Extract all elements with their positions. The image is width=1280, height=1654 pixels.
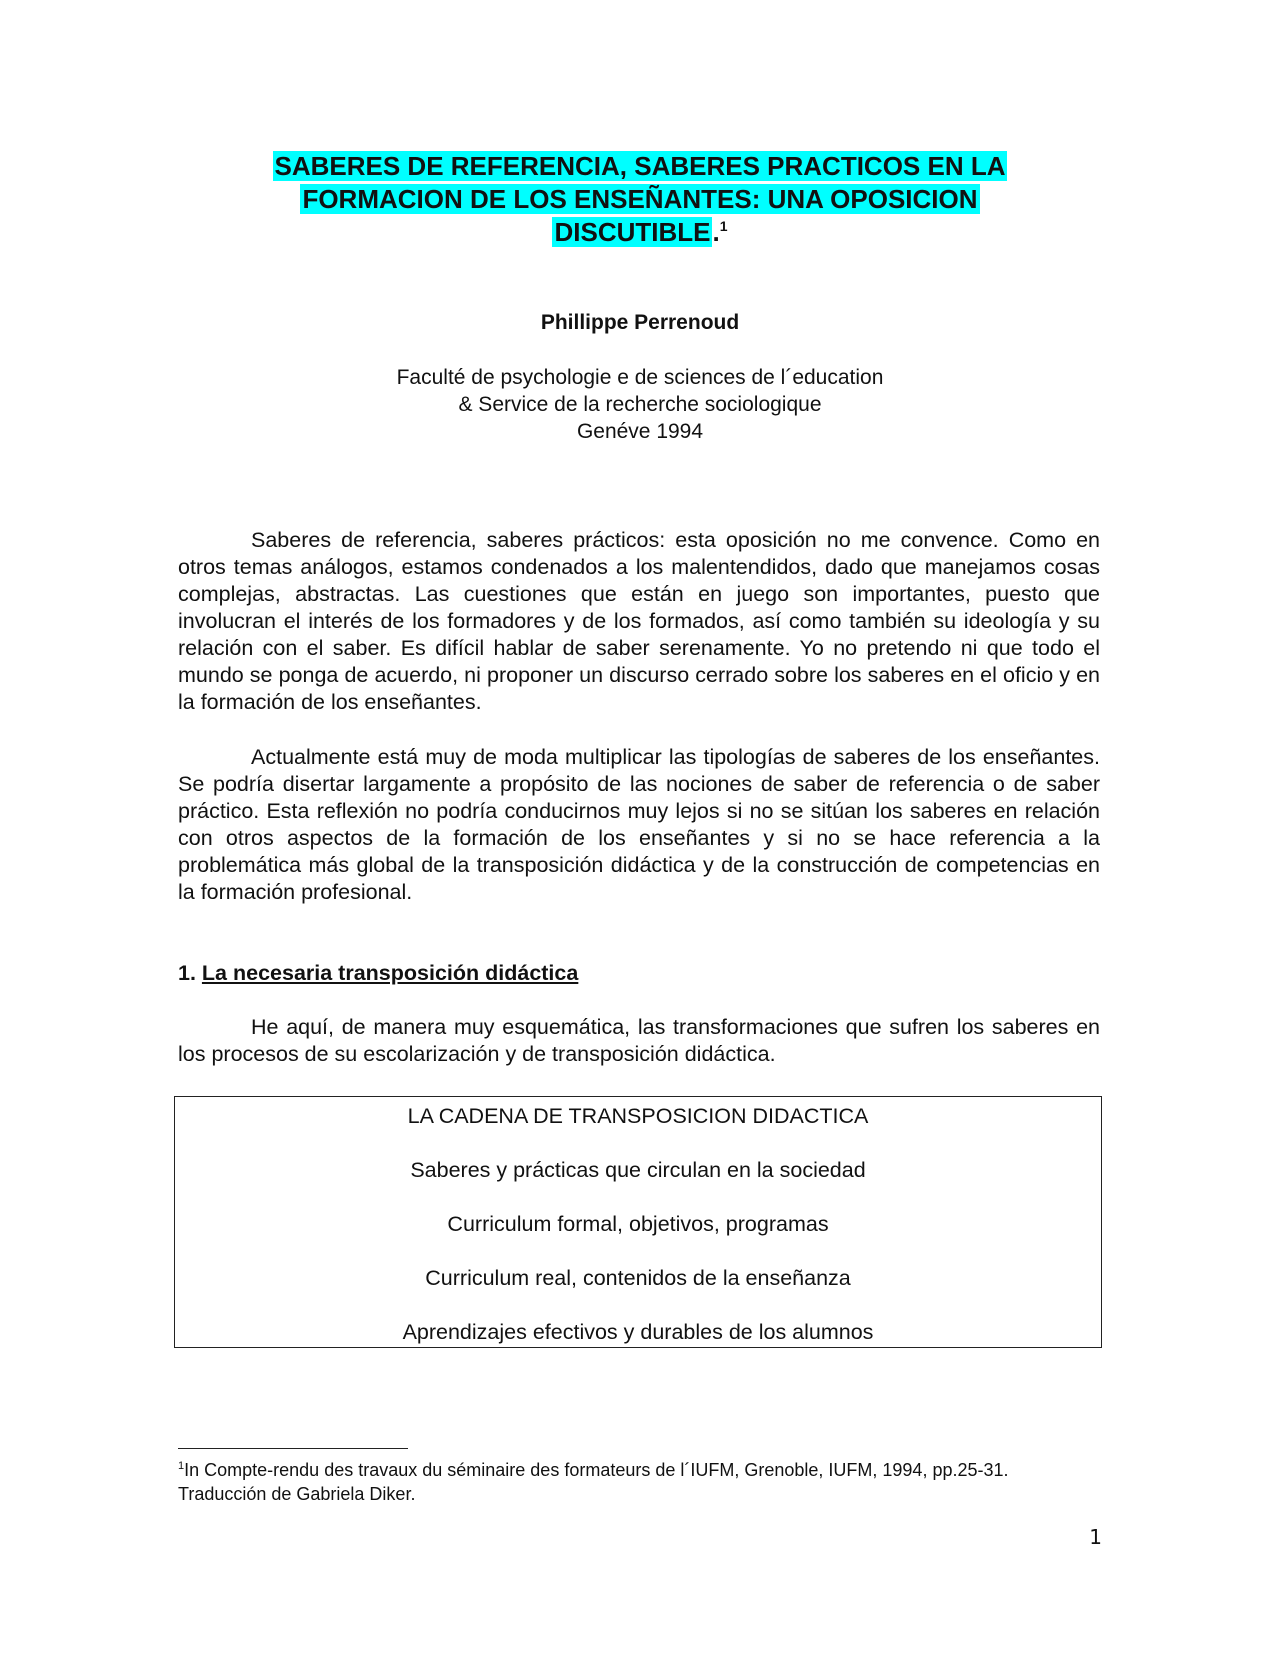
- chain-item: Curriculum real, contenidos de la enseñanza: [425, 1266, 851, 1290]
- title-footnote-ref[interactable]: 1: [719, 218, 728, 234]
- footnote-text: In Compte-rendu des travaux du séminaire des formateurs de l´IUFM, Grenoble, IUFM, 1994, pp.25-31. Traducción de Gabriela Diker.: [178, 1460, 1009, 1504]
- title-line-2: FORMACION DE LOS ENSEÑANTES: UNA OPOSICION: [302, 184, 978, 214]
- author-name: Phillippe Perrenoud: [540, 311, 740, 334]
- title-line-3: DISCUTIBLE: [554, 217, 711, 247]
- footnote-marker: 1: [178, 1460, 185, 1472]
- body-paragraph: Saberes de referencia, saberes prácticos: esta oposición no me convence. Como en otros temas análogos, estamos condenados a los malentendidos, dado que manejamos cosas complejas, abstractas. Las cuestiones que están en juego son importantes, puesto que involucran el interés de los formadores y de los formados, así como también su ideología y su relación con el saber. Es difícil hablar de saber serenamente. Yo no pretendo ni que todo el mundo se ponga de acuerdo, ni proponer un discurso cerrado sobre los saberes en el oficio y en la formación de los enseñantes.: [178, 528, 1100, 714]
- footnote: [178, 1458, 1100, 1506]
- section-paragraph: He aquí, de manera muy esquemática, las transformaciones que sufren los saberes en los procesos de su escolarización y de transposición didáctica.: [178, 1015, 1100, 1066]
- affiliation-line-3: Genéve 1994: [576, 420, 704, 443]
- body-paragraph: Actualmente está muy de moda multiplicar las tipologías de saberes de los enseñantes. Se podría disertar largamente a propósito de las nociones de saber de referencia o de saber práctico. Esta reflexión no podría conducirnos muy lejos si no se sitúan los saberes en relación con otros aspectos de la formación de los enseñantes y si no se hace referencia a la problemática más global de la transposición didáctica y de la construcción de competencias en la formación profesional.: [178, 745, 1100, 904]
- title-line-1: SABERES DE REFERENCIA, SABERES PRACTICOS EN LA: [274, 151, 1006, 181]
- section-heading: [178, 960, 578, 987]
- document-title: [180, 150, 1100, 249]
- title-period: .: [712, 217, 720, 247]
- affiliation: [180, 364, 1100, 445]
- section-number: 1.: [178, 961, 196, 985]
- transposition-chain-box: [174, 1096, 1102, 1348]
- affiliation-line-2: & Service de la recherche sociologique: [458, 393, 822, 416]
- chain-item: Saberes y prácticas que circulan en la sociedad: [410, 1158, 866, 1182]
- chain-title: LA CADENA DE TRANSPOSICION DIDACTICA: [407, 1104, 869, 1128]
- affiliation-line-1: Faculté de psychologie e de sciences de l´education: [396, 366, 884, 389]
- chain-item: Curriculum formal, objetivos, programas: [447, 1212, 829, 1236]
- page-number: 1: [1089, 1525, 1102, 1549]
- footnote-separator: [178, 1448, 408, 1449]
- section-title: La necesaria transposición didáctica: [201, 961, 579, 985]
- chain-item: Aprendizajes efectivos y durables de los alumnos: [402, 1320, 874, 1344]
